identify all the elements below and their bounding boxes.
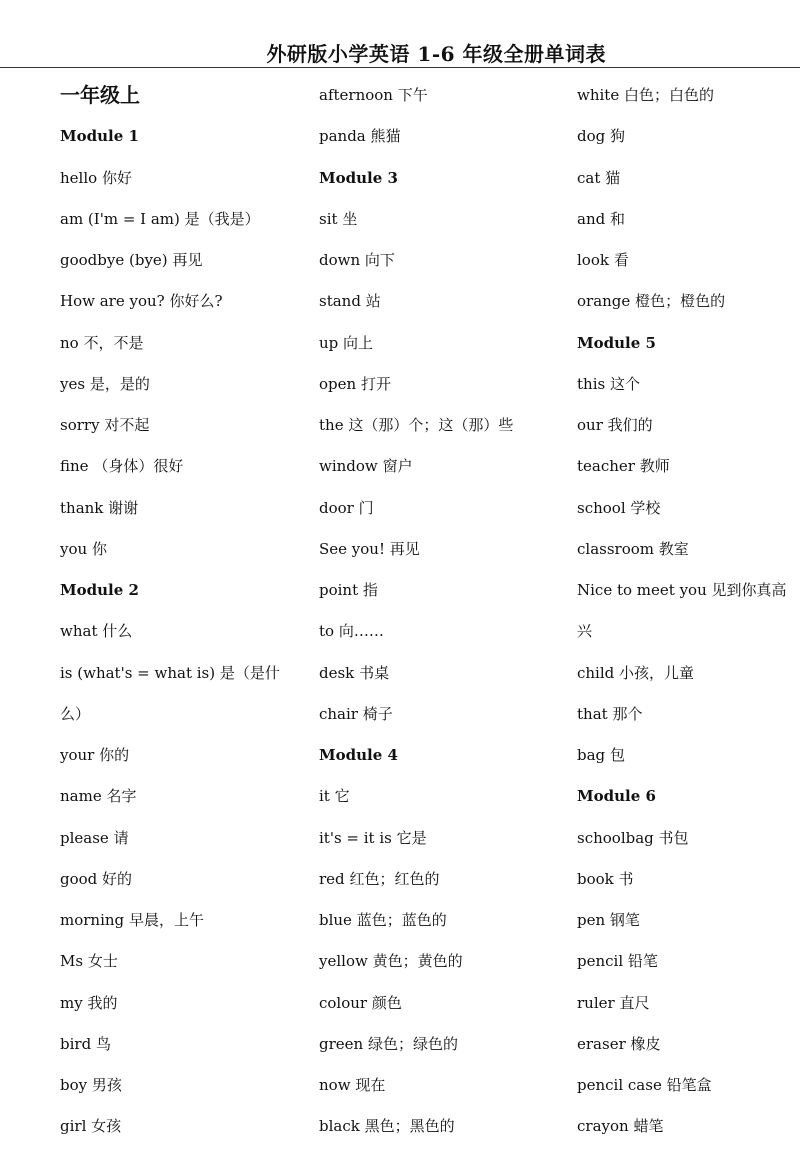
chinese-meaning: 向…… — [338, 622, 384, 641]
vocab-entry — [60, 364, 310, 405]
english-word: to — [319, 622, 335, 641]
chinese-meaning: 谢谢 — [108, 498, 139, 517]
english-word: 么） — [60, 704, 91, 723]
english-word: How are you? — [60, 292, 165, 311]
english-word: morning — [60, 911, 125, 929]
english-word: name — [60, 787, 102, 806]
english-word: Nice to meet you — [577, 581, 707, 599]
vocab-entry — [319, 1024, 569, 1065]
english-word: cat — [577, 168, 601, 187]
vocab-entry — [319, 694, 569, 735]
vocab-entry — [60, 776, 310, 817]
english-word: hello — [60, 168, 98, 187]
chinese-meaning: 指 — [362, 581, 378, 599]
english-word: orange — [577, 292, 631, 311]
vocab-entry — [319, 488, 569, 529]
english-word: colour — [319, 993, 368, 1012]
vocab-entry — [319, 446, 569, 487]
chinese-meaning: 门 — [358, 498, 374, 517]
chinese-meaning: 黄色；黄色的 — [372, 952, 463, 971]
vocab-entry — [319, 983, 569, 1024]
vocab-entry — [319, 570, 569, 611]
english-word: and — [577, 209, 606, 228]
vocab-entry — [577, 570, 799, 611]
chinese-meaning: 女士 — [87, 952, 118, 971]
english-word: the — [319, 416, 344, 434]
vocab-entry — [60, 405, 310, 446]
chinese-meaning: 蜡笔 — [633, 1117, 664, 1136]
english-word: is (what's = what is) — [60, 663, 216, 682]
vocab-entry — [577, 1065, 799, 1106]
vocab-entry — [577, 488, 799, 529]
english-word: bag — [577, 746, 606, 764]
vocab-entry — [319, 611, 569, 652]
chinese-meaning: 你好么? — [169, 292, 223, 311]
english-word: Ms — [60, 952, 84, 971]
vocab-entry — [577, 199, 799, 240]
chinese-meaning: 书包 — [658, 828, 689, 847]
vocab-entry — [319, 900, 569, 941]
vocab-entry — [60, 818, 310, 859]
english-word: desk — [319, 663, 355, 682]
vocab-entry — [319, 941, 569, 982]
vocab-entry — [60, 900, 310, 941]
word-column-1 — [60, 75, 310, 1148]
english-word: school — [577, 498, 626, 517]
vocab-entry — [319, 776, 569, 817]
vocab-entry — [319, 75, 569, 116]
english-word: ruler — [577, 993, 615, 1012]
vocab-entry — [319, 240, 569, 281]
english-word: sit — [319, 209, 338, 228]
english-word: classroom — [577, 539, 654, 558]
chinese-meaning: 书桌 — [359, 663, 390, 682]
english-word: Module 3 — [319, 168, 398, 187]
vocab-entry — [577, 1106, 799, 1147]
vocab-entry — [319, 199, 569, 240]
english-word: Module 4 — [319, 746, 398, 764]
english-word: sorry — [60, 416, 100, 434]
vocab-entry — [577, 611, 799, 652]
english-word: stand — [319, 292, 361, 311]
vocab-entry — [577, 529, 799, 570]
vocab-entry — [60, 1065, 310, 1106]
chinese-meaning: 蓝色；蓝色的 — [356, 911, 447, 929]
english-word: Module 6 — [577, 787, 656, 806]
english-word: 一年级上 — [60, 83, 140, 107]
vocab-entry — [60, 983, 310, 1024]
chinese-meaning: 向上 — [343, 333, 374, 352]
chinese-meaning: 是，是的 — [89, 374, 150, 393]
chinese-meaning: 再见 — [389, 539, 420, 558]
english-word: please — [60, 828, 109, 847]
vocab-entry — [577, 1024, 799, 1065]
chinese-meaning: 橡皮 — [630, 1034, 661, 1053]
vocab-entry — [319, 529, 569, 570]
chinese-meaning: 绿色；绿色的 — [367, 1034, 458, 1053]
english-word: black — [319, 1117, 360, 1136]
vocab-entry — [577, 735, 799, 776]
chinese-meaning: 它 — [334, 787, 350, 806]
chinese-meaning: 它是 — [396, 828, 427, 847]
chinese-meaning: 白色；白色的 — [623, 86, 714, 104]
chinese-meaning: 请 — [113, 828, 129, 847]
chinese-meaning: 打开 — [360, 374, 391, 393]
chinese-meaning: 红色；红色的 — [349, 869, 440, 888]
vocab-entry — [60, 488, 310, 529]
english-word: afternoon — [319, 86, 393, 104]
english-word: goodbye (bye) — [60, 251, 168, 269]
vocab-entry — [60, 158, 310, 199]
chinese-meaning: 学校 — [630, 498, 661, 517]
english-word: this — [577, 374, 606, 393]
chinese-meaning: 现在 — [355, 1076, 386, 1094]
chinese-meaning: 早晨，上午 — [128, 911, 204, 929]
chinese-meaning: 窗户 — [382, 457, 413, 476]
vocab-entry — [60, 694, 310, 735]
chinese-meaning: 鸟 — [95, 1034, 111, 1053]
english-word: 兴 — [577, 622, 593, 641]
page-title: 外研版小学英语 1-6 年级全册单词表 — [266, 42, 606, 66]
english-word: Module 2 — [60, 581, 139, 599]
vocab-entry — [60, 735, 310, 776]
chinese-meaning: 椅子 — [362, 704, 393, 723]
chinese-meaning: 熊猫 — [370, 127, 401, 146]
english-word: chair — [319, 704, 358, 723]
chinese-meaning: 名字 — [106, 787, 137, 806]
english-word: pen — [577, 911, 606, 929]
english-word: no — [60, 333, 79, 352]
english-word: point — [319, 581, 359, 599]
module-heading — [60, 570, 310, 611]
english-word: good — [60, 869, 98, 888]
chinese-meaning: 铅笔盒 — [666, 1076, 712, 1094]
vocab-entry — [577, 446, 799, 487]
english-word: that — [577, 704, 608, 723]
english-word: thank — [60, 498, 104, 517]
chinese-meaning: 站 — [365, 292, 381, 311]
english-word: dog — [577, 127, 606, 146]
vocab-entry — [577, 158, 799, 199]
chinese-meaning: 包 — [609, 746, 625, 764]
vocab-entry — [60, 611, 310, 652]
english-word: up — [319, 333, 339, 352]
english-word: schoolbag — [577, 828, 654, 847]
chinese-meaning: （身体）很好 — [93, 457, 184, 476]
vocab-entry — [60, 1106, 310, 1147]
vocab-entry — [577, 240, 799, 281]
english-word: pencil case — [577, 1076, 662, 1094]
chinese-meaning: 再见 — [172, 251, 203, 269]
chinese-meaning: 那个 — [612, 704, 643, 723]
vocab-entry — [60, 653, 310, 694]
english-word: girl — [60, 1117, 87, 1136]
chinese-meaning: 橙色；橙色的 — [635, 292, 726, 311]
vocab-entry — [577, 405, 799, 446]
chinese-meaning: 男孩 — [91, 1076, 122, 1094]
chinese-meaning: 狗 — [610, 127, 626, 146]
english-word: look — [577, 251, 609, 269]
module-heading — [577, 323, 799, 364]
module-heading — [577, 776, 799, 817]
chinese-meaning: 是（是什 — [219, 663, 280, 682]
vocab-entry — [577, 364, 799, 405]
chinese-meaning: 教室 — [658, 539, 689, 558]
chinese-meaning: 是（我是） — [184, 209, 260, 228]
english-word: fine — [60, 457, 89, 476]
grade-heading — [60, 75, 310, 116]
english-word: white — [577, 86, 620, 104]
chinese-meaning: 书 — [618, 869, 634, 888]
chinese-meaning: 铅笔 — [627, 952, 658, 971]
chinese-meaning: 女孩 — [91, 1117, 122, 1136]
english-word: your — [60, 746, 95, 764]
vocab-entry — [60, 529, 310, 570]
english-word: pencil — [577, 952, 624, 971]
page-header — [0, 0, 800, 68]
chinese-meaning: 下午 — [397, 86, 428, 104]
chinese-meaning: 见到你真高 — [711, 581, 787, 599]
vocab-entry — [577, 900, 799, 941]
vocab-entry — [60, 859, 310, 900]
vocab-entry — [577, 694, 799, 735]
vocab-entry — [60, 323, 310, 364]
chinese-meaning: 猫 — [605, 168, 621, 187]
english-word: Module 1 — [60, 127, 139, 146]
english-word: it — [319, 787, 330, 806]
english-word: crayon — [577, 1117, 629, 1136]
english-word: it's = it is — [319, 828, 392, 847]
chinese-meaning: 什么 — [102, 622, 133, 641]
vocab-entry — [60, 1024, 310, 1065]
vocab-entry — [319, 1065, 569, 1106]
chinese-meaning: 对不起 — [104, 416, 150, 434]
chinese-meaning: 我们的 — [607, 416, 653, 434]
english-word: my — [60, 993, 83, 1012]
vocab-entry — [577, 75, 799, 116]
vocab-entry — [577, 116, 799, 157]
english-word: red — [319, 869, 345, 888]
word-column-2 — [319, 75, 569, 1148]
vocab-entry — [319, 323, 569, 364]
vocab-entry — [319, 818, 569, 859]
vocab-entry — [60, 446, 310, 487]
module-heading — [319, 735, 569, 776]
english-word: window — [319, 457, 378, 476]
header-divider — [0, 67, 800, 68]
chinese-meaning: 向下 — [364, 251, 395, 269]
chinese-meaning: 看 — [613, 251, 629, 269]
chinese-meaning: 我的 — [87, 993, 118, 1012]
english-word: boy — [60, 1076, 88, 1094]
english-word: am (I'm = I am) — [60, 209, 180, 228]
english-word: See you! — [319, 539, 385, 558]
chinese-meaning: 你好 — [101, 168, 132, 187]
vocab-entry — [577, 983, 799, 1024]
english-word: what — [60, 622, 98, 641]
vocab-entry — [60, 199, 310, 240]
vocab-entry — [60, 281, 310, 322]
chinese-meaning: 和 — [610, 209, 626, 228]
chinese-meaning: 你 — [91, 539, 107, 558]
chinese-meaning: 小孩，儿童 — [619, 663, 695, 682]
vocab-entry — [577, 818, 799, 859]
chinese-meaning: 不，不是 — [83, 333, 144, 352]
english-word: teacher — [577, 457, 635, 476]
vocab-entry — [319, 1106, 569, 1147]
english-word: yes — [60, 374, 86, 393]
chinese-meaning: 这（那）个；这（那）些 — [348, 416, 514, 434]
vocab-entry — [319, 281, 569, 322]
chinese-meaning: 黑色；黑色的 — [364, 1117, 455, 1136]
english-word: child — [577, 663, 615, 682]
vocab-entry — [319, 859, 569, 900]
english-word: eraser — [577, 1034, 626, 1053]
english-word: panda — [319, 127, 366, 146]
chinese-meaning: 钢笔 — [609, 911, 640, 929]
vocab-entry — [60, 941, 310, 982]
vocab-entry — [319, 405, 569, 446]
chinese-meaning: 你的 — [99, 746, 130, 764]
english-word: book — [577, 869, 614, 888]
english-word: you — [60, 539, 88, 558]
vocab-entry — [577, 281, 799, 322]
chinese-meaning: 颜色 — [371, 993, 402, 1012]
english-word: bird — [60, 1034, 92, 1053]
english-word: now — [319, 1076, 351, 1094]
vocab-entry — [319, 653, 569, 694]
word-column-3 — [577, 75, 799, 1148]
english-word: open — [319, 374, 357, 393]
chinese-meaning: 这个 — [609, 374, 640, 393]
chinese-meaning: 好的 — [102, 869, 133, 888]
vocab-entry — [577, 653, 799, 694]
english-word: green — [319, 1034, 364, 1053]
english-word: down — [319, 251, 361, 269]
english-word: yellow — [319, 952, 368, 971]
english-word: our — [577, 416, 603, 434]
vocab-entry — [577, 941, 799, 982]
vocab-entry — [577, 859, 799, 900]
english-word: door — [319, 498, 354, 517]
vocab-entry — [319, 116, 569, 157]
chinese-meaning: 教师 — [639, 457, 670, 476]
chinese-meaning: 直尺 — [619, 993, 650, 1012]
chinese-meaning: 坐 — [342, 209, 358, 228]
english-word: Module 5 — [577, 333, 656, 352]
module-heading — [319, 158, 569, 199]
vocab-entry — [319, 364, 569, 405]
module-heading — [60, 116, 310, 157]
vocab-entry — [60, 240, 310, 281]
english-word: blue — [319, 911, 352, 929]
